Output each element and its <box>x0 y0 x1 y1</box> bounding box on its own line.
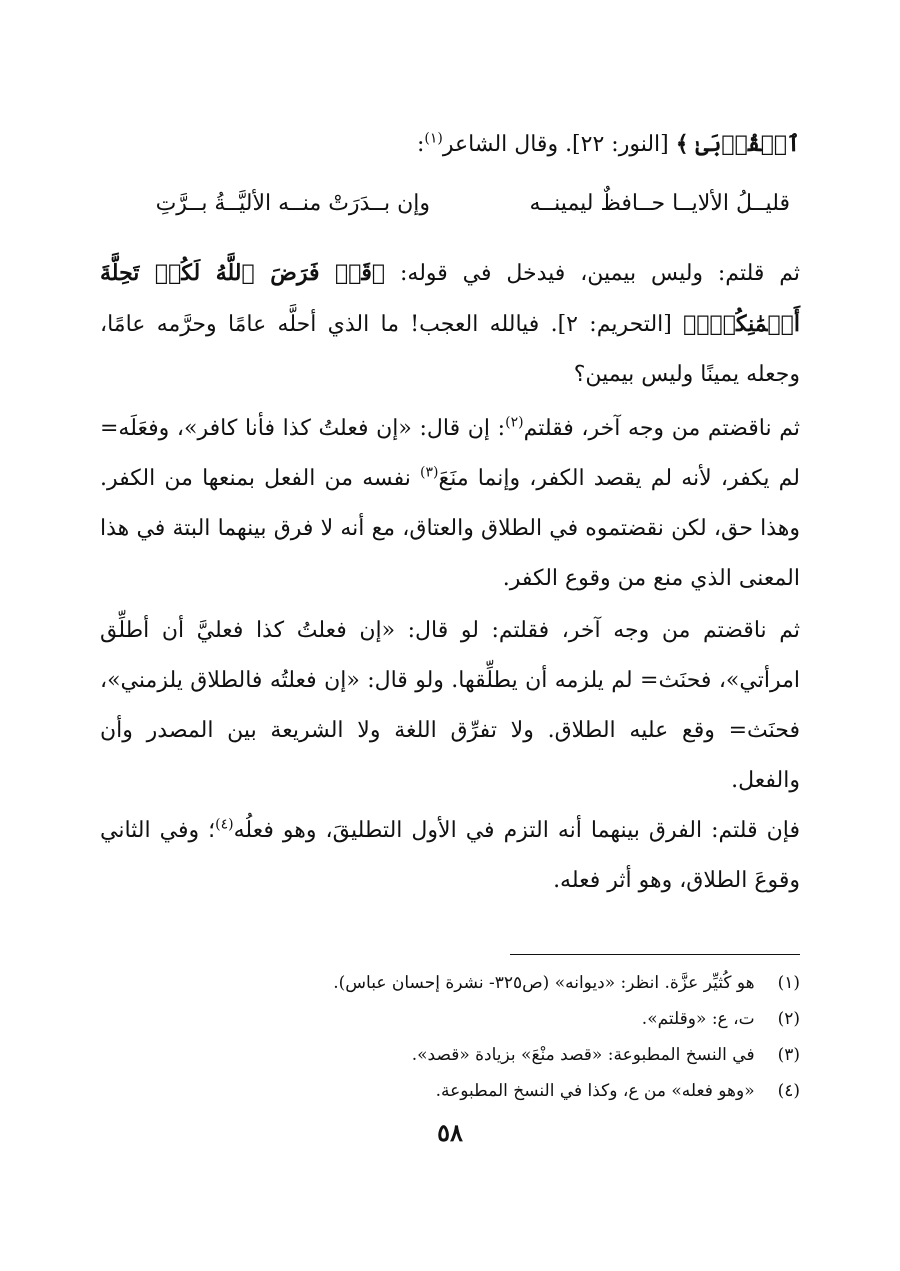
footnote-separator <box>510 954 800 955</box>
footnote-number: (٣) <box>777 1045 800 1065</box>
paragraph-3 <box>100 606 800 806</box>
paragraph-2-part1: ثم ناقضتم من وجه آخر، فقلتم <box>523 416 800 441</box>
verse-second-hemistich: وإن بــدَرَتْ منــه الأليَّــةُ بــرَّتِ <box>155 191 430 216</box>
paragraph-1 <box>100 248 800 400</box>
footnote-number: (٢) <box>777 1009 800 1029</box>
paragraph-1-rest: [التحريم: ٢]. فيالله العجب! ما الذي أحلَّه عامًا وحرَّمه عامًا، وجعله يمينًا وليس بيمين؟ <box>100 312 800 387</box>
paragraph-4-part2: ؛ وفي الثاني وقوعَ الطلاق، وهو أثر فعله. <box>100 818 800 893</box>
paragraph-1-lead: ثم قلتم: وليس بيمين، فيدخل في قوله: <box>400 261 801 286</box>
footnote-number: (٤) <box>777 1081 800 1101</box>
footnotes <box>100 965 800 1109</box>
quran-word: ٱلۡقُرۡبَىٰ <box>695 131 800 157</box>
footnote-4 <box>100 1073 800 1109</box>
paragraph-4-part1: فإن قلتم: الفرق بينهما أنه التزم في الأول التطليقَ، وهو فعلُه <box>233 818 801 843</box>
page-number: ٥٨ <box>437 1118 463 1147</box>
paragraph-2-part2: : إن قال: «إن فعلتُ كذا فأنا كافر»، وفعَلَه= لم يكفر، لأنه لم يقصد الكفر، وإنما منَعَ <box>100 416 801 491</box>
footnote-ref-3[interactable]: (٣) <box>420 464 439 481</box>
paragraph-2-part3: نفسه من الفعل بمنعها من الكفر. وهذا حق، لكن نقضتموه في الطلاق والعتاق، مع أنه لا فرق بينهما البتة في هذا المعنى الذي منع من وقوع الكفر. <box>100 466 800 591</box>
paragraph-2 <box>100 404 800 604</box>
quran-close-bracket: ﴾ <box>675 131 689 157</box>
intro-line <box>417 122 800 166</box>
footnote-3 <box>100 1037 800 1073</box>
verse-first-hemistich: قليــلُ الألايــا حــافظٌ ليمينــه <box>529 191 790 216</box>
footnote-text: في النسخ المطبوعة: «قصد منْعَ» بزيادة «قصد». <box>411 1045 755 1065</box>
paragraph-3-text: ثم ناقضتم من وجه آخر، فقلتم: لو قال: «إن فعلتُ كذا فعليَّ أن أطلِّق امرأتي»، فحنَث= لم يلزمه أن يطلِّقها. ولو قال: «إن فعلتُه فالطلاق يلزمني»، فحنَث= وقع عليه الطلاق. ولا تفرِّق اللغة ولا الشريعة بين المصدر وأن والفعل. <box>100 618 800 793</box>
footnote-text: ت، ع: «وقلتم». <box>641 1009 755 1029</box>
quran-verse: ﴿قَدۡ فَرَضَ ٱللَّهُ لَكُمۡ تَحِلَّةَ أَيۡمَٰنِكُمۡۚ﴾ <box>100 260 800 337</box>
paragraph-4 <box>100 806 800 906</box>
footnote-1 <box>100 965 800 1001</box>
poetry-verse <box>100 180 800 228</box>
footnote-2 <box>100 1001 800 1037</box>
footnote-ref-4[interactable]: (٤) <box>215 816 234 833</box>
footnote-text: «وهو فعله» من ع، وكذا في النسخ المطبوعة. <box>435 1081 755 1101</box>
footnote-ref-2[interactable]: (٢) <box>505 414 524 431</box>
intro-tail: : <box>416 132 425 157</box>
footnote-ref-1[interactable]: (١) <box>424 130 443 147</box>
intro-ref: [النور: ٢٢]. وقال الشاعر <box>442 132 669 157</box>
footnote-text: هو كُثيِّر عزَّة. انظر: «ديوانه» (ص٣٢٥- نشرة إحسان عباس). <box>333 973 755 993</box>
footnote-number: (١) <box>777 973 800 993</box>
